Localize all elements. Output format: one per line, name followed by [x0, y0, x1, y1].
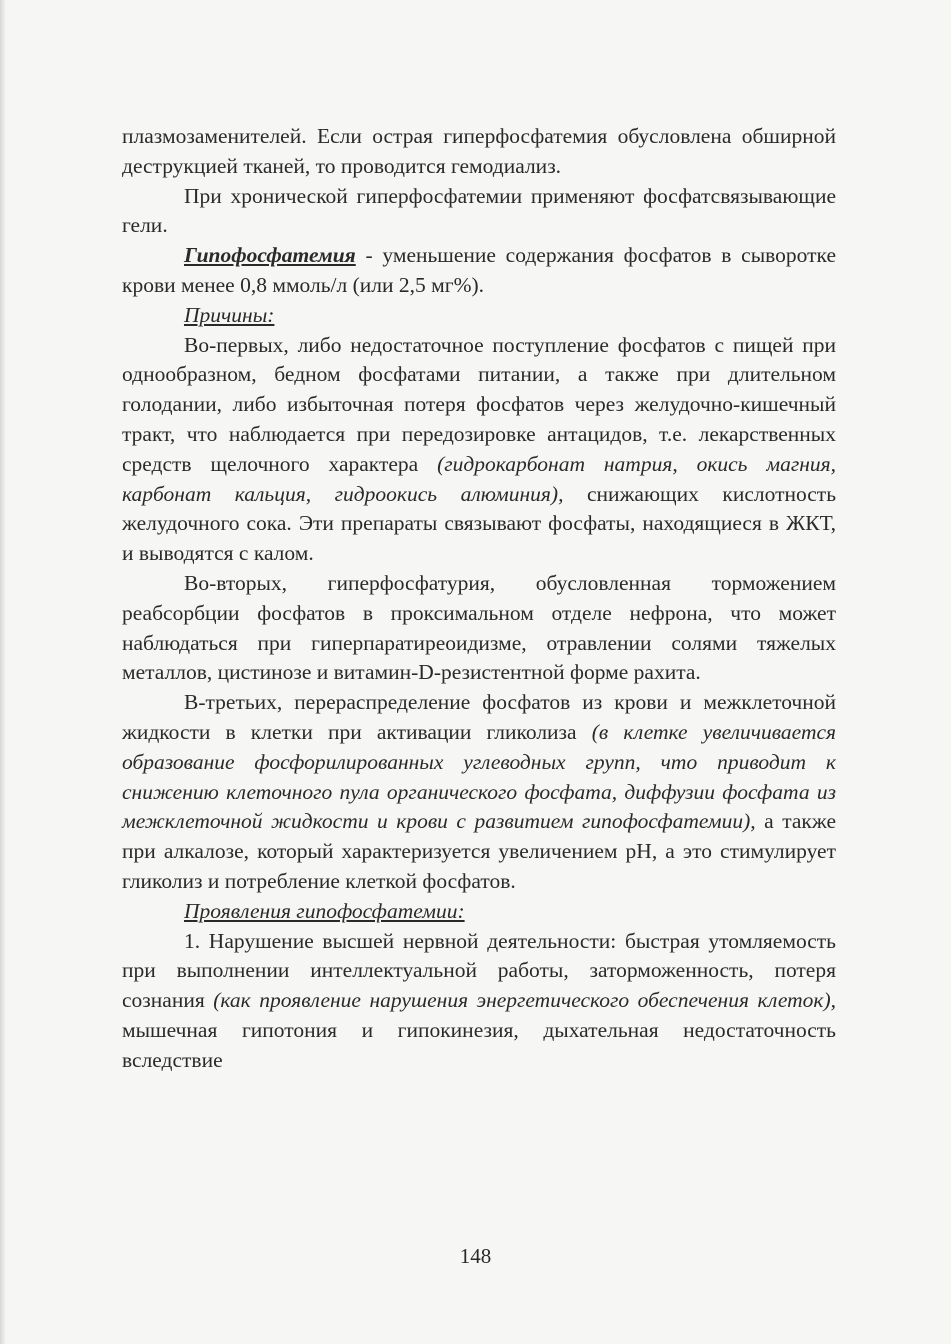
- paragraph-second-cause: [122, 569, 836, 688]
- heading-manifestations: [122, 897, 836, 927]
- paragraph-text: снижающих кислотность желудочного сока. Эти препараты связывают фосфаты, находящиеся в ЖКТ, и выводятся с калом.: [122, 481, 837, 566]
- paragraph-first-cause: [122, 331, 836, 569]
- paragraph-plasma: [122, 122, 836, 182]
- paragraph-definition: [122, 241, 836, 301]
- heading-text: Проявления гипофосфатемии:: [184, 898, 465, 923]
- paragraph-text: плазмозаменителей. Если острая гиперфосфатемия обусловлена обширной деструкцией тканей, то проводится гемодиализ.: [122, 124, 836, 178]
- page-number: 148: [459, 1244, 492, 1268]
- page-edge-shadow: [0, 0, 6, 1344]
- italic-note: (в клетке увеличивается образование фосфорилированных углеводных групп, что приводит к снижению клеточного пула органического фосфата, диффузии фосфата из межклеточной жидкости и крови с развитием гипофосфатемии),: [122, 719, 837, 834]
- definition-text: - уменьшение содержания фосфатов в сыворотке крови менее 0,8 ммоль/л (или 2,5 мг%).: [122, 243, 836, 297]
- paragraph-text: Во-вторых, гиперфосфатурия, обусловленная торможением реабсорбции фосфатов в проксимальном отделе нефрона, что может наблюдаться при гиперпаратиреоидизме, отравлении солями тяжелых металлов, цистинозе и витамин-D-резистентной форме рахита.: [122, 570, 836, 685]
- paragraph-text: 1. Нарушение высшей нервной деятельности: быстрая утомляемость при выполнении интеллектуальной работы, заторможенность, потеря сознания: [122, 928, 836, 1013]
- paragraph-text: При хронической гиперфосфатемии применяют фосфатсвязывающие гели.: [122, 183, 836, 238]
- term-hypophosphatemia: Гипофосфатемия: [184, 243, 356, 268]
- heading-text: Причины:: [184, 302, 275, 327]
- paragraph-manifestation-1: [122, 927, 836, 1076]
- paragraph-chronic: [122, 182, 836, 242]
- paragraph-text: В-третьих, перераспределение фосфатов из крови и межклеточной жидкости в клетки при активации гликолиза: [122, 690, 836, 744]
- italic-note: (гидрокарбонат натрия, окись магния, карбонат кальция, гидроокись алюминия),: [122, 451, 836, 506]
- paragraph-text: Во-первых, либо недостаточное поступление фосфатов с пищей при однообразном, бедном фосфатами питании, а также при длительном голодании, либо избыточная потеря фосфатов через желудочно-кишечный тракт, что наблюдается при передозировке антацидов, т.е. лекарственных средств щелочного характера: [122, 332, 836, 476]
- body-text: [122, 122, 836, 1076]
- paragraph-text: мышечная гипотония и гипокинезия, дыхательная недостаточность вследствие: [122, 1017, 836, 1072]
- italic-note: (как проявление нарушения энергетического обеспечения клеток),: [213, 988, 836, 1013]
- paragraph-text: а также при алкалозе, который характеризуется увеличением pH, а это стимулирует гликолиз и потребление клеткой фосфатов.: [122, 809, 836, 893]
- paragraph-third-cause: [122, 688, 836, 897]
- heading-causes: [122, 301, 836, 331]
